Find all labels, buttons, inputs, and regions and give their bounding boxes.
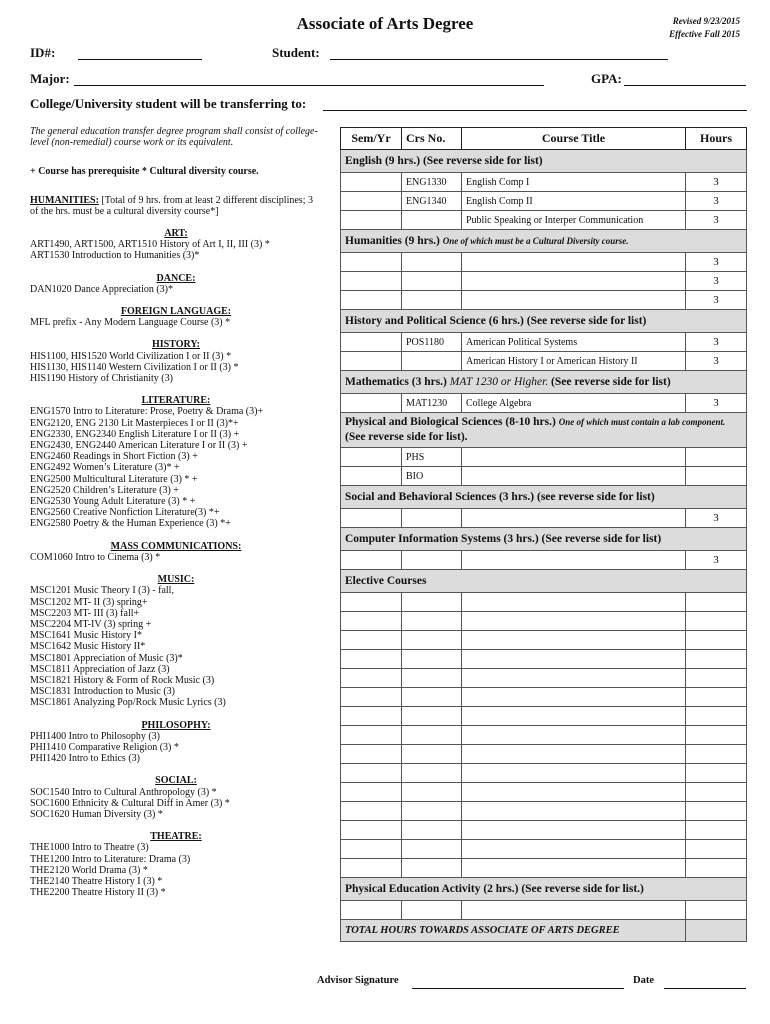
title-cell[interactable]: English Comp II (462, 192, 686, 211)
table-row[interactable] (341, 783, 747, 802)
program-intro: The general education transfer degree program shall consist of college-level (non-remedial) course work or its equivalent. (30, 126, 318, 149)
category-pe (341, 878, 747, 901)
hours-cell[interactable] (686, 745, 747, 764)
hours-cell[interactable] (686, 688, 747, 707)
table-row[interactable] (341, 669, 747, 688)
course-item: HIS1130, HIS1140 Western Civilization I or II (3) * (30, 361, 239, 373)
title-cell[interactable] (462, 612, 686, 631)
section-title: MASS COMMUNICATIONS: (110, 540, 242, 552)
course-item: ENG2530 Young Adult Literature (3) * + (30, 496, 196, 508)
course-item: DAN1020 Dance Appreciation (3)* (30, 283, 174, 295)
semyr-cell[interactable] (341, 192, 402, 211)
section-title: ART: (164, 228, 188, 240)
course-item: ENG2580 Poetry & the Human Experience (3) *+ (30, 518, 231, 530)
crs-cell[interactable] (402, 291, 462, 310)
elective-rows (341, 593, 747, 878)
course-item: THE2140 Theatre History I (3) * (30, 875, 163, 887)
title-cell[interactable] (462, 901, 686, 920)
semyr-cell[interactable] (341, 707, 402, 726)
hours-cell[interactable] (686, 764, 747, 783)
hours-cell[interactable]: 3 (686, 192, 747, 211)
course-item: HIS1100, HIS1520 World Civilization I or II (3) * (30, 350, 232, 362)
course-item: MSC1642 Music History II* (30, 641, 146, 653)
crs-cell[interactable] (402, 901, 462, 920)
category-title: Physical and Biological Sciences (8-10 hrs.) (345, 416, 559, 428)
table-row[interactable] (341, 352, 747, 371)
semyr-cell[interactable] (341, 669, 402, 688)
crs-cell[interactable] (402, 593, 462, 612)
category-english (341, 150, 747, 173)
category-label: Computer Information Systems (3 hrs.) (See reverse side for list) (341, 528, 747, 551)
table-row[interactable] (341, 745, 747, 764)
section-title: LITERATURE: (141, 395, 211, 407)
table-row[interactable] (341, 467, 747, 486)
crs-cell[interactable] (402, 764, 462, 783)
section-title: DANCE: (156, 272, 196, 284)
category-title: Mathematics (3 hrs.) (345, 375, 450, 388)
title-cell[interactable] (462, 467, 686, 486)
semyr-cell[interactable] (341, 352, 402, 371)
course-section (30, 273, 322, 295)
hours-cell[interactable] (686, 726, 747, 745)
category-label (341, 371, 747, 394)
semyr-cell[interactable] (341, 593, 402, 612)
course-sections (30, 228, 322, 898)
table-row[interactable] (341, 859, 747, 878)
table-row[interactable] (341, 631, 747, 650)
course-item: MSC1821 History & Form of Rock Music (3) (30, 674, 215, 686)
id-label: ID#: (30, 45, 56, 60)
course-item: MSC1202 MT- II (3) spring+ (30, 596, 148, 608)
transfer-field[interactable] (323, 96, 747, 111)
course-item: ART1530 Introduction to Humanities (3)* (30, 250, 200, 262)
hours-cell[interactable] (686, 783, 747, 802)
title-cell[interactable]: American History I or American History II (462, 352, 686, 371)
hours-cell[interactable] (686, 650, 747, 669)
course-section (30, 720, 322, 765)
hours-cell[interactable]: 3 (686, 253, 747, 272)
effective-term: Effective Fall 2015 (669, 29, 740, 39)
hours-cell[interactable] (686, 821, 747, 840)
course-section (30, 574, 322, 708)
title-cell[interactable] (462, 802, 686, 821)
semyr-cell[interactable] (341, 745, 402, 764)
crs-cell[interactable] (402, 551, 462, 570)
crs-cell[interactable]: BIO (402, 467, 462, 486)
crs-cell[interactable] (402, 745, 462, 764)
title-cell[interactable] (462, 726, 686, 745)
table-row[interactable] (341, 551, 747, 570)
section-title: PHILOSOPHY: (141, 719, 211, 731)
semyr-cell[interactable] (341, 688, 402, 707)
category-label: English (9 hrs.) (See reverse side for list) (341, 150, 747, 173)
date-field[interactable] (664, 974, 746, 989)
title-cell[interactable] (462, 688, 686, 707)
crs-cell[interactable]: POS1180 (402, 333, 462, 352)
semyr-cell[interactable] (341, 859, 402, 878)
legend: + Course has prerequisite * Cultural diversity course. (30, 166, 259, 178)
crs-cell[interactable]: ENG1330 (402, 173, 462, 192)
table-row[interactable] (341, 764, 747, 783)
course-section (30, 775, 322, 820)
category-cis (341, 528, 747, 551)
course-item: ENG2492 Women’s Literature (3)* + (30, 462, 180, 474)
crs-cell[interactable] (402, 509, 462, 528)
hours-cell[interactable]: 3 (686, 333, 747, 352)
semyr-cell[interactable] (341, 612, 402, 631)
hours-cell[interactable]: 3 (686, 551, 747, 570)
table-row[interactable] (341, 726, 747, 745)
table-row[interactable] (341, 650, 747, 669)
table-header (341, 128, 747, 150)
title-cell[interactable] (462, 650, 686, 669)
semyr-cell[interactable] (341, 272, 402, 291)
humanities-note (30, 195, 322, 217)
title-cell[interactable]: Public Speaking or Interper Communication (462, 211, 686, 230)
title-cell[interactable] (462, 707, 686, 726)
semyr-cell[interactable] (341, 467, 402, 486)
category-note: One of which must be a Cultural Diversity course. (442, 235, 629, 246)
course-item: ART1490, ART1500, ART1510 History of Art I, II, III (3) * (30, 239, 270, 251)
course-item: MSC1831 Introduction to Music (3) (30, 686, 175, 698)
title-cell[interactable] (462, 253, 686, 272)
course-item: ENG2560 Creative Nonfiction Literature(3) *+ (30, 507, 220, 519)
table-row[interactable] (341, 211, 747, 230)
section-title: THEATRE: (150, 831, 202, 843)
category-elective (341, 570, 747, 593)
course-item: PHI1410 Comparative Religion (3) * (30, 741, 179, 753)
course-item: ENG2120, ENG 2130 Lit Masterpieces I or II (3)*+ (30, 417, 239, 429)
course-item: ENG2460 Readings in Short Fiction (3) + (30, 451, 198, 463)
semyr-cell[interactable] (341, 253, 402, 272)
course-section (30, 339, 322, 384)
title-cell[interactable] (462, 509, 686, 528)
advisor-label: Advisor Signature (317, 975, 399, 986)
hours-cell[interactable]: 3 (686, 394, 747, 413)
transfer-label: College/University student will be transferring to: (30, 96, 307, 111)
header-hours: Hours (686, 128, 747, 150)
course-section (30, 831, 322, 898)
course-item: ENG2520 Children’s Literature (3) + (30, 484, 179, 496)
table-row[interactable] (341, 448, 747, 467)
course-section (30, 306, 322, 328)
title-cell[interactable] (462, 783, 686, 802)
course-item: THE1200 Intro to Literature: Drama (3) (30, 853, 191, 865)
gpa-field[interactable] (624, 71, 746, 86)
category-ref: (See reverse side for list) (548, 375, 671, 388)
date-label: Date (633, 975, 654, 986)
major-label: Major: (30, 71, 70, 86)
hours-cell[interactable] (686, 859, 747, 878)
course-item: MSC1861 Analyzing Pop/Rock Music Lyrics (3) (30, 697, 226, 709)
table-row[interactable] (341, 612, 747, 631)
hours-cell[interactable] (686, 707, 747, 726)
hours-cell[interactable] (686, 612, 747, 631)
hours-cell[interactable] (686, 802, 747, 821)
semyr-cell[interactable] (341, 764, 402, 783)
title-cell[interactable] (462, 859, 686, 878)
crs-cell[interactable]: ENG1340 (402, 192, 462, 211)
category-humanities (341, 230, 747, 253)
semyr-cell[interactable] (341, 631, 402, 650)
category-title: Humanities (9 hrs.) (345, 234, 440, 247)
humanities-title: HUMANITIES: (30, 194, 99, 206)
hours-cell[interactable] (686, 901, 747, 920)
table-row[interactable] (341, 253, 747, 272)
semyr-cell[interactable] (341, 333, 402, 352)
category-label: Physical Education Activity (2 hrs.) (See reverse side for list.) (341, 878, 747, 901)
table-row[interactable] (341, 707, 747, 726)
category-history (341, 310, 747, 333)
course-item: THE2120 World Drama (3) * (30, 864, 148, 876)
course-item: COM1060 Intro to Cinema (3) * (30, 551, 161, 563)
semyr-cell[interactable] (341, 551, 402, 570)
semyr-cell[interactable] (341, 726, 402, 745)
crs-cell[interactable]: MAT1230 (402, 394, 462, 413)
course-item: SOC1540 Intro to Cultural Anthropology (3) * (30, 786, 217, 798)
category-label: History and Political Science (6 hrs.) (See reverse side for list) (341, 310, 747, 333)
table-row[interactable] (341, 173, 747, 192)
course-item: THE2200 Theatre History II (3) * (30, 887, 166, 899)
crs-cell[interactable] (402, 352, 462, 371)
course-item: MSC1811 Appreciation of Jazz (3) (30, 663, 170, 675)
total-row (341, 920, 747, 942)
crs-cell[interactable] (402, 726, 462, 745)
category-ref: (See reverse side for list). (345, 431, 468, 443)
gpa-label: GPA: (591, 71, 622, 86)
table-row[interactable] (341, 394, 747, 413)
hours-cell[interactable]: 3 (686, 509, 747, 528)
total-label: TOTAL HOURS TOWARDS ASSOCIATE OF ARTS DEGREE (341, 920, 686, 942)
header-title: Course Title (462, 128, 686, 150)
semyr-cell[interactable] (341, 821, 402, 840)
course-item: MFL prefix - Any Modern Language Course (3) * (30, 317, 231, 329)
table-row[interactable] (341, 192, 747, 211)
category-label (341, 413, 747, 448)
title-cell[interactable] (462, 631, 686, 650)
hours-cell[interactable] (686, 840, 747, 859)
title-cell[interactable] (462, 764, 686, 783)
course-item: MSC2203 MT- III (3) fall+ (30, 607, 140, 619)
semyr-cell[interactable] (341, 650, 402, 669)
category-math (341, 371, 747, 394)
hours-cell[interactable]: 3 (686, 173, 747, 192)
hours-cell[interactable] (686, 669, 747, 688)
title-cell[interactable]: College Algebra (462, 394, 686, 413)
category-note: One of which must contain a lab component. (558, 417, 726, 427)
crs-cell[interactable] (402, 631, 462, 650)
table-row[interactable] (341, 688, 747, 707)
category-label: Social and Behavioral Sciences (3 hrs.) (see reverse side for list) (341, 486, 747, 509)
title-cell[interactable] (462, 291, 686, 310)
semyr-cell[interactable] (341, 901, 402, 920)
title-cell[interactable] (462, 551, 686, 570)
title-cell[interactable] (462, 448, 686, 467)
crs-cell[interactable] (402, 253, 462, 272)
hours-cell[interactable] (686, 467, 747, 486)
category-label (341, 230, 747, 253)
id-field[interactable] (78, 45, 202, 60)
crs-cell[interactable] (402, 688, 462, 707)
crs-cell[interactable] (402, 859, 462, 878)
table-row[interactable] (341, 509, 747, 528)
title-cell[interactable] (462, 745, 686, 764)
table-row[interactable] (341, 291, 747, 310)
course-item: PHI1420 Intro to Ethics (3) (30, 753, 140, 765)
header-crs: Crs No. (402, 128, 462, 150)
crs-cell[interactable]: PHS (402, 448, 462, 467)
table-row[interactable] (341, 333, 747, 352)
section-title: HISTORY: (151, 339, 200, 351)
total-hours-cell[interactable] (686, 920, 747, 942)
title-cell[interactable] (462, 821, 686, 840)
course-section (30, 395, 322, 529)
title-cell[interactable]: English Comp I (462, 173, 686, 192)
student-label: Student: (272, 45, 320, 60)
semyr-cell[interactable] (341, 840, 402, 859)
course-item: ENG2500 Multicultural Literature (3) * + (30, 473, 198, 485)
advisor-signature-field[interactable] (412, 974, 624, 989)
crs-cell[interactable] (402, 707, 462, 726)
table-row[interactable] (341, 593, 747, 612)
course-item: MSC2204 MT-IV (3) spring + (30, 618, 152, 630)
course-item: SOC1620 Human Diversity (3) * (30, 808, 163, 820)
hours-cell[interactable]: 3 (686, 291, 747, 310)
semyr-cell[interactable] (341, 509, 402, 528)
course-section (30, 541, 322, 563)
crs-cell[interactable] (402, 669, 462, 688)
major-field[interactable] (74, 71, 544, 86)
semyr-cell[interactable] (341, 783, 402, 802)
crs-cell[interactable] (402, 783, 462, 802)
semyr-cell[interactable] (341, 394, 402, 413)
page-title: Associate of Arts Degree (296, 14, 474, 33)
semyr-cell[interactable] (341, 448, 402, 467)
humanities-course-list (30, 126, 322, 909)
table-row[interactable] (341, 802, 747, 821)
course-item: MSC1801 Appreciation of Music (3)* (30, 652, 183, 664)
hours-cell[interactable]: 3 (686, 211, 747, 230)
hours-cell[interactable]: 3 (686, 352, 747, 371)
title-cell[interactable] (462, 669, 686, 688)
crs-cell[interactable] (402, 211, 462, 230)
crs-cell[interactable] (402, 802, 462, 821)
category-note: MAT 1230 or Higher. (449, 375, 549, 388)
course-item: HIS1190 History of Christianity (3) (30, 373, 173, 385)
course-item: MSC1641 Music History I* (30, 630, 142, 642)
crs-cell[interactable] (402, 272, 462, 291)
section-title: SOCIAL: (155, 775, 197, 787)
hours-cell[interactable] (686, 631, 747, 650)
crs-cell[interactable] (402, 840, 462, 859)
section-title: MUSIC: (157, 574, 195, 586)
category-social (341, 486, 747, 509)
course-table (340, 127, 747, 942)
course-item: ENG2430, ENG2440 American Literature I or II (3) + (30, 440, 248, 452)
title-cell[interactable]: American Political Systems (462, 333, 686, 352)
course-item: MSC1201 Music Theory I (3) - fall, (30, 585, 174, 597)
header-semyr: Sem/Yr (341, 128, 402, 150)
hours-cell[interactable] (686, 593, 747, 612)
humanities-requirement: [Total of 9 hrs. from at least 2 different disciplines; 3 of the hrs. must be a cultural diversity course*] (30, 194, 313, 217)
category-label: Elective Courses (341, 570, 747, 593)
crs-cell[interactable] (402, 612, 462, 631)
title-cell[interactable] (462, 840, 686, 859)
table-row[interactable] (341, 840, 747, 859)
course-item: ENG1570 Intro to Literature: Prose, Poetry & Drama (3)+ (30, 406, 264, 418)
revision-info (669, 15, 740, 41)
course-item: PHI1400 Intro to Philosophy (3) (30, 730, 160, 742)
title-cell[interactable] (462, 272, 686, 291)
course-item: THE1000 Intro to Theatre (3) (30, 842, 149, 854)
crs-cell[interactable] (402, 650, 462, 669)
semyr-cell[interactable] (341, 802, 402, 821)
hours-cell[interactable]: 3 (686, 272, 747, 291)
category-science (341, 413, 747, 448)
semyr-cell[interactable] (341, 291, 402, 310)
crs-cell[interactable] (402, 821, 462, 840)
course-item: ENG2330, ENG2340 English Literature I or II (3) + (30, 428, 240, 440)
table-row[interactable] (341, 901, 747, 920)
semyr-cell[interactable] (341, 211, 402, 230)
student-field[interactable] (330, 45, 668, 60)
table-row[interactable] (341, 821, 747, 840)
revised-date: Revised 9/23/2015 (672, 16, 740, 26)
hours-cell[interactable] (686, 448, 747, 467)
course-item: SOC1600 Ethnicity & Cultural Diff in Amer (3) * (30, 797, 230, 809)
section-title: FOREIGN LANGUAGE: (120, 306, 232, 318)
title-cell[interactable] (462, 593, 686, 612)
table-row[interactable] (341, 272, 747, 291)
course-section (30, 228, 322, 262)
semyr-cell[interactable] (341, 173, 402, 192)
